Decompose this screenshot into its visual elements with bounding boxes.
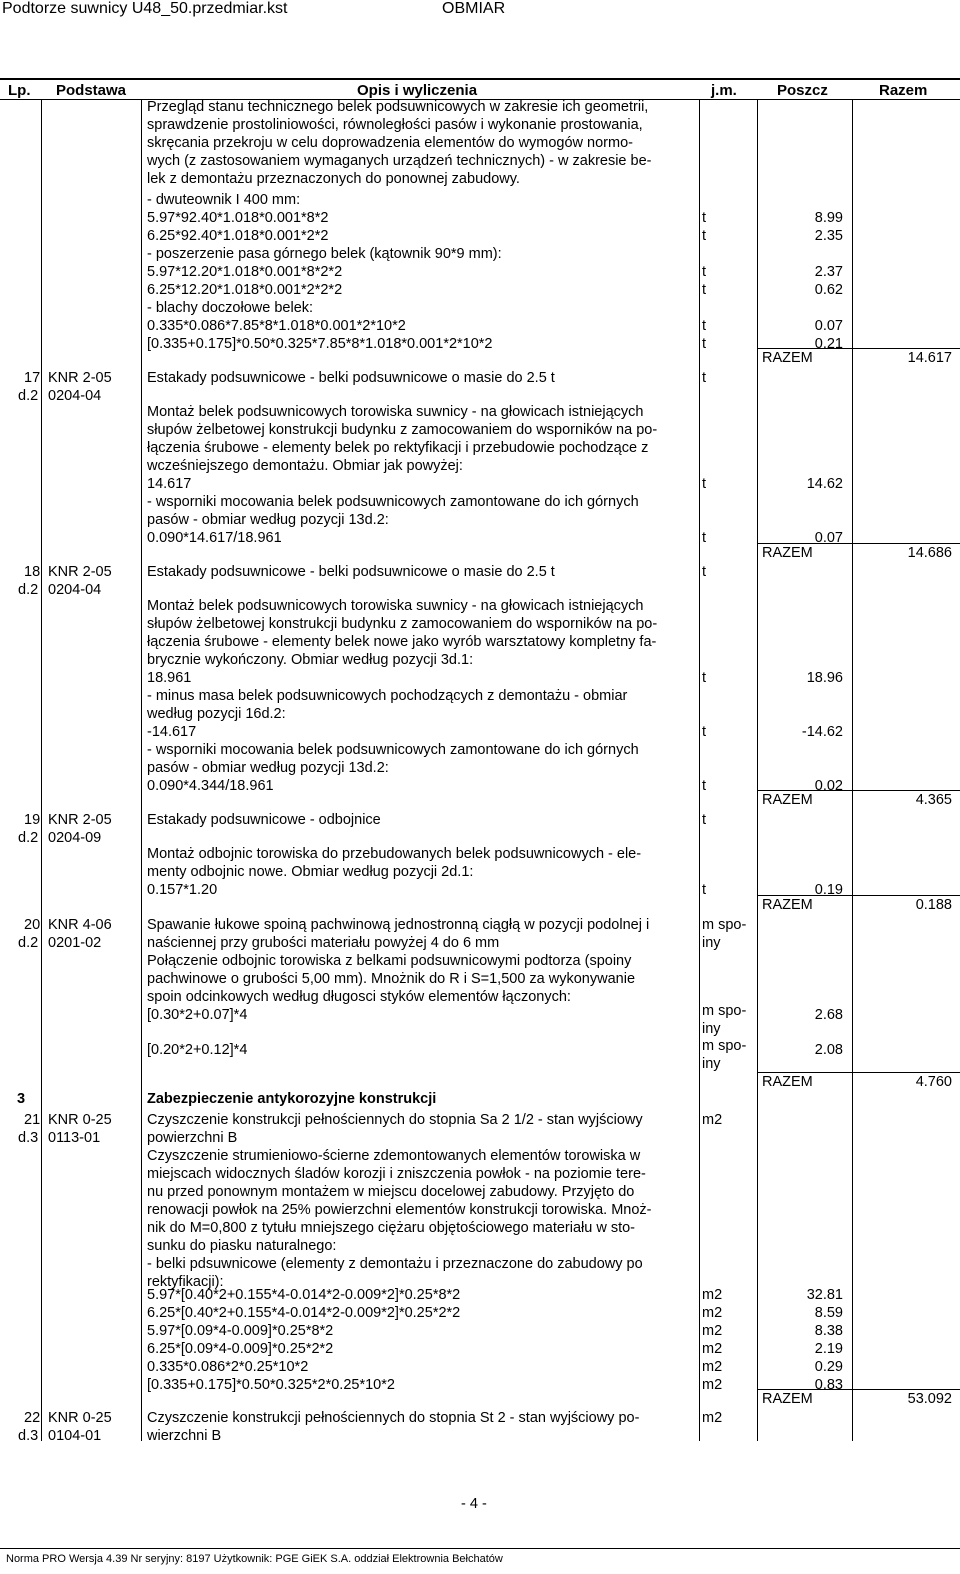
razem-label: RAZEM (762, 545, 813, 561)
unit-cell: m2 (702, 1377, 723, 1393)
description-line: Połączenie odbojnic torowiska z belkami podsuwnicowymi podtorza (spoiny (147, 953, 632, 969)
unit-cell: m2 (702, 1410, 723, 1426)
position-cell: 20 (24, 917, 41, 933)
description-line: 6.25*[0.40*2+0.155*4-0.014*2-0.009*2]*0.25*2*2 (147, 1305, 461, 1321)
razem-label: RAZEM (762, 1074, 813, 1090)
poszcz-value: 14.62 (806, 476, 843, 492)
file-title: Podtorze suwnicy U48_50.przedmiar.kst (2, 0, 288, 17)
description-line: spoin odcinkowych według długosci styków elementów łączonych: (147, 989, 571, 1005)
col-lp: Lp. (8, 82, 31, 99)
unit-cell: m2 (702, 1341, 723, 1357)
position-cell: KNR 4-06 (48, 917, 112, 933)
footer-text: Norma PRO Wersja 4.39 Nr seryjny: 8197 Użytkownik: PGE GiEK S.A. oddział Elektrownia Bełchatów (6, 1553, 503, 1565)
unit-cell: m spo- (702, 1038, 747, 1054)
total-rule (757, 348, 960, 349)
col-description: Opis i wyliczenia (357, 82, 478, 99)
position-cell: 0201-02 (48, 935, 102, 951)
total-rule (757, 1389, 960, 1390)
description-line: - blachy doczołowe belek: (147, 300, 314, 316)
description-line: słupów żelbetowej konstrukcji budynku z zamocowaniem do wsporników na po- (147, 422, 658, 438)
description-line: według pozycji 16d.2: (147, 706, 286, 722)
page-number: - 4 - (461, 1496, 487, 1512)
footer-rule (0, 1548, 960, 1549)
position-cell: 0204-04 (48, 582, 102, 598)
poszcz-value: 8.99 (814, 210, 843, 226)
position-cell: KNR 0-25 (48, 1410, 112, 1426)
col-basis: Podstawa (56, 82, 127, 99)
unit-cell: m2 (702, 1323, 723, 1339)
position-cell: 0204-09 (48, 830, 102, 846)
razem-label: RAZEM (762, 897, 813, 913)
poszcz-value: 0.29 (814, 1359, 843, 1375)
column-divider (141, 99, 142, 1441)
description-line: rektyfikacji): (147, 1274, 224, 1290)
description-line: Spawanie łukowe spoiną pachwinową jednostronną ciągłą w pozycji podolnej i (147, 917, 650, 933)
unit-cell: m spo- (702, 1003, 747, 1019)
col-razem: Razem (879, 82, 928, 99)
description-line: Przegląd stanu technicznego belek podsuwnicowych w zakresie ich geometrii, (147, 99, 649, 115)
razem-value: 4.365 (915, 792, 952, 808)
unit-cell: t (702, 228, 707, 244)
unit-cell: iny (702, 935, 721, 951)
poszcz-value: 0.83 (814, 1377, 843, 1393)
description-line: łączenia śrubowe - elementy belek po rektyfikacji i przebudowie pochodzące z (147, 440, 649, 456)
position-cell: d.3 (18, 1428, 39, 1444)
description-line: - poszerzenie pasa górnego belek (kątownik 90*9 mm): (147, 246, 502, 262)
description-line: Montaż belek podsuwnicowych torowiska suwnicy - na głowicach istniejących (147, 598, 644, 614)
description-line: - dwuteownik I 400 mm: (147, 192, 301, 208)
section-title: Zabezpieczenie antykorozyjne konstrukcji (147, 1091, 437, 1107)
column-divider (41, 99, 42, 1441)
description-line: pachwinowe o grubości 5,00 mm). Mnożnik do R i S=1,500 za wykonywanie (147, 971, 636, 987)
position-cell: d.2 (18, 388, 39, 404)
description-line: wcześniejszego demontażu. Obmiar jak powyżej: (147, 458, 463, 474)
description-line: 6.25*92.40*1.018*0.001*2*2 (147, 228, 329, 244)
unit-cell: t (702, 530, 707, 546)
description-line: nik do M=0,800 z tytułu mniejszego ciężaru objętościowego materiału w sto- (147, 1220, 636, 1236)
position-cell: 21 (24, 1112, 41, 1128)
position-cell: d.3 (18, 1130, 39, 1146)
description-line: Czyszczenie konstrukcji pełnościennych do stopnia Sa 2 1/2 - stan wyjściowy (147, 1112, 643, 1128)
description-line: powierzchni B (147, 1130, 238, 1146)
position-cell: KNR 2-05 (48, 812, 112, 828)
unit-cell: m2 (702, 1287, 723, 1303)
column-divider (757, 99, 758, 1441)
description-line: - wsporniki mocowania belek podsuwnicowych zamontowane do ich górnych (147, 742, 639, 758)
description-line: 0.090*4.344/18.961 (147, 778, 274, 794)
description-line: -14.617 (147, 724, 197, 740)
unit-cell: t (702, 724, 707, 740)
description-line: Estakady podsuwnicowe - belki podsuwnicowe o masie do 2.5 t (147, 564, 555, 580)
position-cell: 0204-04 (48, 388, 102, 404)
unit-cell: m spo- (702, 917, 747, 933)
razem-value: 14.617 (907, 350, 952, 366)
position-cell: 19 (24, 812, 41, 828)
position-cell: 0113-01 (48, 1130, 101, 1146)
description-line: Montaż belek podsuwnicowych torowiska suwnicy - na głowicach istniejących (147, 404, 644, 420)
description-line: skręcania przekroju w celu doprowadzenia elementów do wymogów normo- (147, 135, 633, 151)
header-top-rule (0, 78, 960, 80)
description-line: renowacji powłok na 25% powierzchni elementów konstrukcji torowiska. Mnoż- (147, 1202, 652, 1218)
description-line: Montaż odbojnic torowiska do przebudowanych belek podsuwnicowych - ele- (147, 846, 642, 862)
description-line: miejscach widocznych śladów korozji i zniszczenia powłok - na poziomie tere- (147, 1166, 646, 1182)
total-rule (757, 1072, 960, 1073)
position-cell: d.2 (18, 830, 39, 846)
razem-label: RAZEM (762, 792, 813, 808)
unit-cell: t (702, 210, 707, 226)
description-line: Estakady podsuwnicowe - belki podsuwnicowe o masie do 2.5 t (147, 370, 555, 386)
description-line: pasów - obmiar według pozycji 13d.2: (147, 512, 389, 528)
razem-label: RAZEM (762, 1391, 813, 1407)
unit-cell: t (702, 564, 707, 580)
poszcz-value: 0.62 (814, 282, 843, 298)
description-line: wych (z zastosowaniem wymaganych urządzeń technicznych) - w zakresie be- (147, 153, 652, 169)
section-number: 3 (17, 1091, 26, 1107)
poszcz-value: 0.21 (814, 336, 843, 352)
poszcz-value: 8.59 (814, 1305, 843, 1321)
description-line: słupów żelbetowej konstrukcji budynku z zamocowaniem do wsporników na po- (147, 616, 658, 632)
unit-cell: t (702, 336, 707, 352)
poszcz-value: 2.08 (814, 1042, 843, 1058)
position-cell: d.2 (18, 582, 39, 598)
poszcz-value: 0.07 (814, 530, 843, 546)
description-line: Czyszczenie strumieniowo-ścierne zdemontowanych elementów torowiska w (147, 1148, 641, 1164)
razem-value: 0.188 (915, 897, 952, 913)
description-line: - minus masa belek podsuwnicowych pochodzących z demontażu - obmiar (147, 688, 628, 704)
position-cell: 17 (24, 370, 41, 386)
description-line: Czyszczenie konstrukcji pełnościennych do stopnia St 2 - stan wyjściowy po- (147, 1410, 640, 1426)
description-line: 5.97*[0.09*4-0.009]*0.25*8*2 (147, 1323, 334, 1339)
unit-cell: t (702, 264, 707, 280)
unit-cell: t (702, 318, 707, 334)
description-line: 0.335*0.086*2*0.25*10*2 (147, 1359, 309, 1375)
position-cell: KNR 2-05 (48, 370, 112, 386)
description-line: 0.335*0.086*7.85*8*1.018*0.001*2*10*2 (147, 318, 406, 334)
unit-cell: t (702, 282, 707, 298)
position-cell: 22 (24, 1410, 41, 1426)
description-line: pasów - obmiar według pozycji 13d.2: (147, 760, 389, 776)
total-rule (757, 895, 960, 896)
total-rule (757, 790, 960, 791)
unit-cell: m2 (702, 1112, 723, 1128)
column-divider (852, 99, 853, 1441)
column-divider (699, 99, 700, 1441)
description-line: 6.25*[0.09*4-0.009]*0.25*2*2 (147, 1341, 334, 1357)
poszcz-value: 32.81 (806, 1287, 843, 1303)
description-line: łączenia śrubowe - elementy belek nowe jako wyrób warsztatowy kompletny fa- (147, 634, 657, 650)
unit-cell: t (702, 882, 707, 898)
description-line: wierzchni B (147, 1428, 222, 1444)
description-line: lek z demontażu przeznaczonych do ponownej zabudowy. (147, 171, 520, 187)
poszcz-value: 0.07 (814, 318, 843, 334)
description-line: [0.20*2+0.12]*4 (147, 1042, 248, 1058)
col-poszcz: Poszcz (777, 82, 828, 99)
unit-cell: m2 (702, 1305, 723, 1321)
description-line: nu przed ponownym montażem w miejscu docelowej zabudowy. Przyjęto do (147, 1184, 635, 1200)
description-line: naściennej przy grubości materiału powyżej 4 do 6 mm (147, 935, 500, 951)
razem-value: 4.760 (915, 1074, 952, 1090)
poszcz-value: 2.19 (814, 1341, 843, 1357)
document-title: OBMIAR (442, 0, 506, 17)
description-line: [0.30*2+0.07]*4 (147, 1007, 248, 1023)
col-unit: j.m. (711, 82, 737, 99)
position-cell: 18 (24, 564, 41, 580)
description-line: menty odbojnic nowe. Obmiar według pozycji 2d.1: (147, 864, 474, 880)
description-line: - wsporniki mocowania belek podsuwnicowych zamontowane do ich górnych (147, 494, 639, 510)
description-line: 0.157*1.20 (147, 882, 218, 898)
description-line: brycznie wykończony. Obmiar według pozycji 3d.1: (147, 652, 474, 668)
position-cell: 0104-01 (48, 1428, 102, 1444)
description-line: sunku do piasku naturalnego: (147, 1238, 337, 1254)
description-line: 18.961 (147, 670, 192, 686)
position-cell: KNR 2-05 (48, 564, 112, 580)
description-line: Estakady podsuwnicowe - odbojnice (147, 812, 381, 828)
razem-value: 14.686 (907, 545, 952, 561)
description-line: 0.090*14.617/18.961 (147, 530, 282, 546)
razem-value: 53.092 (907, 1391, 952, 1407)
poszcz-value: 2.68 (814, 1007, 843, 1023)
poszcz-value: 0.19 (814, 882, 843, 898)
poszcz-value: 0.02 (814, 778, 843, 794)
poszcz-value: 8.38 (814, 1323, 843, 1339)
unit-cell: iny (702, 1056, 721, 1072)
description-line: 5.97*[0.40*2+0.155*4-0.014*2-0.009*2]*0.25*8*2 (147, 1287, 461, 1303)
razem-label: RAZEM (762, 350, 813, 366)
unit-cell: t (702, 670, 707, 686)
description-line: [0.335+0.175]*0.50*0.325*7.85*8*1.018*0.001*2*10*2 (147, 336, 493, 352)
position-cell: KNR 0-25 (48, 1112, 112, 1128)
poszcz-value: -14.62 (801, 724, 843, 740)
description-line: sprawdzenie prostoliniowości, równoległości pasów i wykonanie prostowania, (147, 117, 643, 133)
unit-cell: t (702, 812, 707, 828)
description-line: 6.25*12.20*1.018*0.001*2*2*2 (147, 282, 343, 298)
unit-cell: t (702, 778, 707, 794)
description-line: - belki pdsuwnicowe (elementy z demontażu i przeznaczone do zabudowy po (147, 1256, 643, 1272)
total-rule (757, 543, 960, 544)
unit-cell: t (702, 370, 707, 386)
position-cell: d.2 (18, 935, 39, 951)
poszcz-value: 18.96 (806, 670, 843, 686)
unit-cell: iny (702, 1021, 721, 1037)
poszcz-value: 2.37 (814, 264, 843, 280)
unit-cell: m2 (702, 1359, 723, 1375)
description-line: [0.335+0.175]*0.50*0.325*2*0.25*10*2 (147, 1377, 395, 1393)
description-line: 5.97*92.40*1.018*0.001*8*2 (147, 210, 329, 226)
unit-cell: t (702, 476, 707, 492)
window-header (0, 0, 960, 24)
description-line: 5.97*12.20*1.018*0.001*8*2*2 (147, 264, 343, 280)
poszcz-value: 2.35 (814, 228, 843, 244)
description-line: 14.617 (147, 476, 192, 492)
